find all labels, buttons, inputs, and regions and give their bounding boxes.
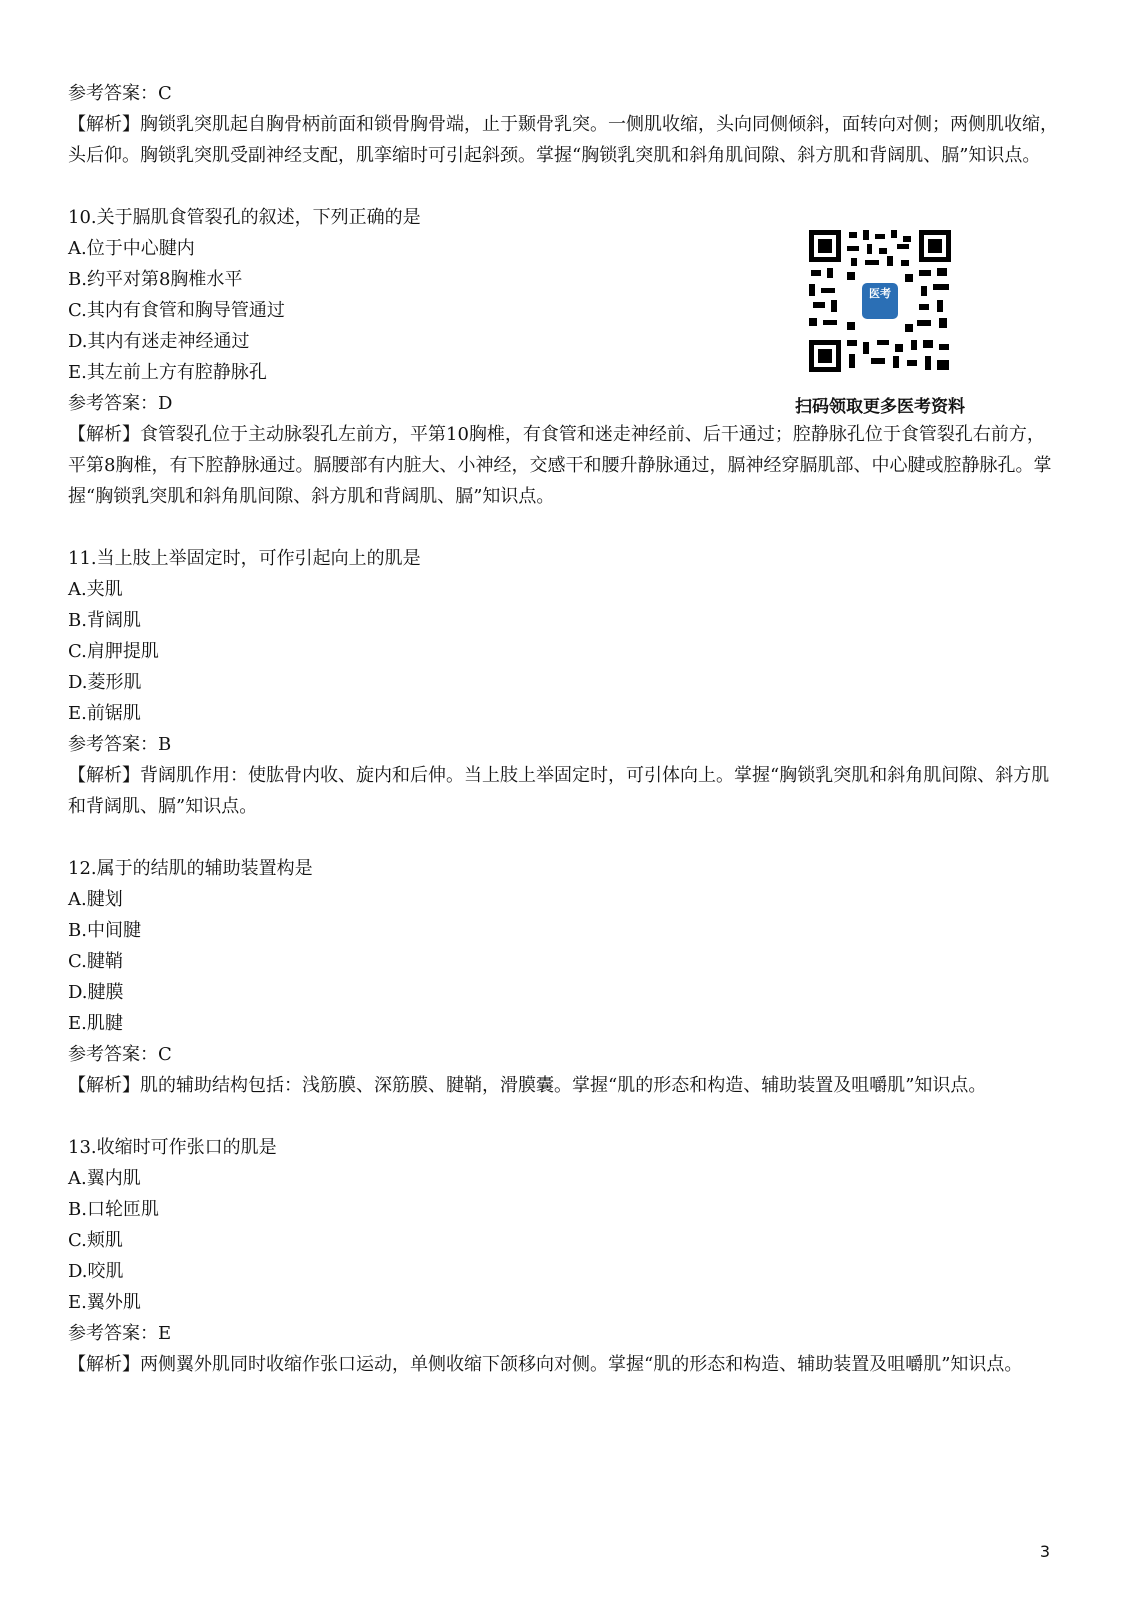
explanation: 【解析】肌的辅助结构包括：浅筋膜、深筋膜、腱鞘，滑膜囊。掌握“肌的形态和构造、辅助装置及咀嚼肌”知识点。	[68, 1075, 987, 1096]
explanation: 【解析】两侧翼外肌同时收缩作张口运动，单侧收缩下颌移向对侧。掌握“肌的形态和构造、辅助装置及咀嚼肌”知识点。	[68, 1354, 1023, 1375]
question-stem: 11.当上肢上举固定时，可作引起向上的肌是	[68, 548, 421, 569]
option-c: C.腱鞘	[68, 951, 123, 972]
option-d: D.菱形肌	[68, 672, 142, 693]
answer: 参考答案：B	[68, 734, 172, 755]
option-a: A.腱划	[68, 889, 123, 910]
answer: 参考答案：D	[68, 393, 173, 414]
option-e: E.前锯肌	[68, 703, 141, 724]
explanation: 【解析】食管裂孔位于主动脉裂孔左前方，平第10胸椎，有食管和迷走神经前、后干通过；腔静脉孔位于食管裂孔右前方，平第8胸椎，有下腔静脉通过。膈腰部有内脏大、小神经，交感干和腰升静脉通过，膈神经穿膈肌部、中心腱或腔静脉孔。掌握“胸锁乳突肌和斜角肌间隙、斜方肌和背阔肌、膈”知识点。	[68, 424, 1052, 507]
intro-explanation: 【解析】胸锁乳突肌起自胸骨柄前面和锁骨胸骨端，止于颞骨乳突。一侧肌收缩，头向同侧倾斜，面转向对侧；两侧肌收缩，头后仰。胸锁乳突肌受副神经支配，肌挛缩时可引起斜颈。掌握“胸锁乳突肌和斜角肌间隙、斜方肌和背阔肌、膈”知识点。	[68, 114, 1058, 166]
option-d: D.其内有迷走神经通过	[68, 331, 250, 352]
option-e: E.其左前上方有腔静脉孔	[68, 362, 267, 383]
option-c: C.其内有食管和胸导管通过	[68, 300, 285, 321]
intro-answer: 参考答案：C	[68, 83, 172, 104]
question-13	[68, 1132, 1058, 1380]
question-12	[68, 853, 1058, 1101]
option-a: A.翼内肌	[68, 1168, 141, 1189]
answer: 参考答案：E	[68, 1323, 172, 1344]
qr-caption: 扫码领取更多医考资料	[795, 397, 965, 417]
option-c: C.颊肌	[68, 1230, 123, 1251]
qr-logo-text: 医考	[869, 287, 891, 300]
option-e: E.肌腱	[68, 1013, 123, 1034]
option-d: D.咬肌	[68, 1261, 124, 1282]
option-e: E.翼外肌	[68, 1292, 141, 1313]
option-d: D.腱膜	[68, 982, 124, 1003]
qr-promo[interactable]	[780, 228, 980, 417]
option-b: B.口轮匝肌	[68, 1199, 159, 1220]
question-stem: 10.关于膈肌食管裂孔的叙述，下列正确的是	[68, 207, 421, 228]
option-b: B.约平对第8胸椎水平	[68, 269, 243, 290]
answer: 参考答案：C	[68, 1044, 172, 1065]
question-stem: 13.收缩时可作张口的肌是	[68, 1137, 277, 1158]
option-a: A.夹肌	[68, 579, 123, 600]
question-11	[68, 543, 1058, 822]
option-b: B.背阔肌	[68, 610, 141, 631]
option-b: B.中间腱	[68, 920, 141, 941]
explanation: 【解析】背阔肌作用：使肱骨内收、旋内和后伸。当上肢上举固定时，可引体向上。掌握“胸锁乳突肌和斜角肌间隙、斜方肌和背阔肌、膈”知识点。	[68, 765, 1050, 817]
option-a: A.位于中心腱内	[68, 238, 195, 259]
option-c: C.肩胛提肌	[68, 641, 159, 662]
question-stem: 12.属于的结肌的辅助装置构是	[68, 858, 313, 879]
page-number: 3	[1039, 1542, 1050, 1561]
